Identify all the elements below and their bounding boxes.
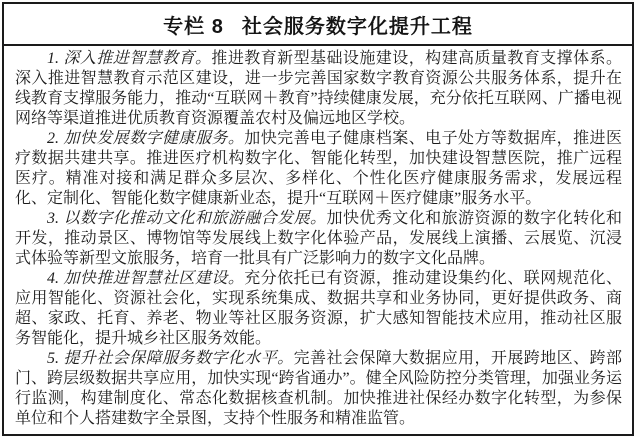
paragraph-5-lead: 5. 提升社会保障服务数字化水平。 xyxy=(47,350,294,367)
paragraph-1-lead: 1. 深入推进智慧教育。 xyxy=(47,50,212,67)
paragraph-2-lead: 2. 加快发展数字健康服务。 xyxy=(47,130,245,147)
paragraph-1-body: 推进教育新型基础设施建设，构建高质量教育支撑体系。深入推进智慧教育示范区建设，进一步完善国家数字教育资源公共服务体系，提升在线教育支撑服务能力，推动“互联网＋教育”持续健康发展，充分依托互联网、广播电视网络等渠道推进优质教育资源覆盖农村及偏远地区学校。 xyxy=(15,50,622,127)
paragraph-5-body: 完善社会保障大数据应用，开展跨地区、跨部门、跨层级数据共享应用，加快实现“跨省通办”。健全风险防控分类管理，加强业务运行监测，构建制度化、常态化数据核查机制。加快推进社保经办数字化转型，为参保单位和个人搭建数字全景图，支持个性服务和精准监管。 xyxy=(15,350,622,427)
paragraph-4-lead: 4. 加快推进智慧社区建设。 xyxy=(47,270,245,287)
panel-title-text: 社会服务数字化提升工程 xyxy=(241,15,473,38)
paragraph-4 xyxy=(15,269,622,349)
paragraph-2-body: 加快完善电子健康档案、电子处方等数据库，推进医疗数据共建共享。推进医疗机构数字化、智能化转型，加快建设智慧医院，推广远程医疗。精准对接和满足群众多层次、多样化、个性化医疗健康服务需求，发展远程化、定制化、智能化数字健康新业态，提升“互联网＋医疗健康”服务水平。 xyxy=(15,130,622,207)
panel-title-label: 专栏 8 xyxy=(163,15,224,38)
paragraph-5 xyxy=(15,349,622,429)
panel-title-bar xyxy=(4,4,632,46)
paragraph-2 xyxy=(15,129,622,209)
column-box-panel xyxy=(2,2,634,436)
paragraph-3 xyxy=(15,209,622,269)
panel-body xyxy=(4,46,632,434)
paragraph-3-body: 加快优秀文化和旅游资源的数字化转化和开发，推动景区、博物馆等发展线上数字化体验产品，发展线上演播、云展览、沉浸式体验等新型文旅服务，培育一批具有广泛影响力的数字文化品牌。 xyxy=(15,210,622,267)
paragraph-4-body: 充分依托已有资源，推动建设集约化、联网规范化、应用智能化、资源社会化，实现系统集成、数据共享和业务协同，更好提供政务、商超、家政、托育、养老、物业等社区服务资源，扩大感知智能技术应用，推动社区服务智能化，提升城乡社区服务效能。 xyxy=(15,270,622,347)
paragraph-1 xyxy=(15,49,622,129)
paragraph-3-lead: 3. 以数字化推动文化和旅游融合发展。 xyxy=(47,210,327,227)
